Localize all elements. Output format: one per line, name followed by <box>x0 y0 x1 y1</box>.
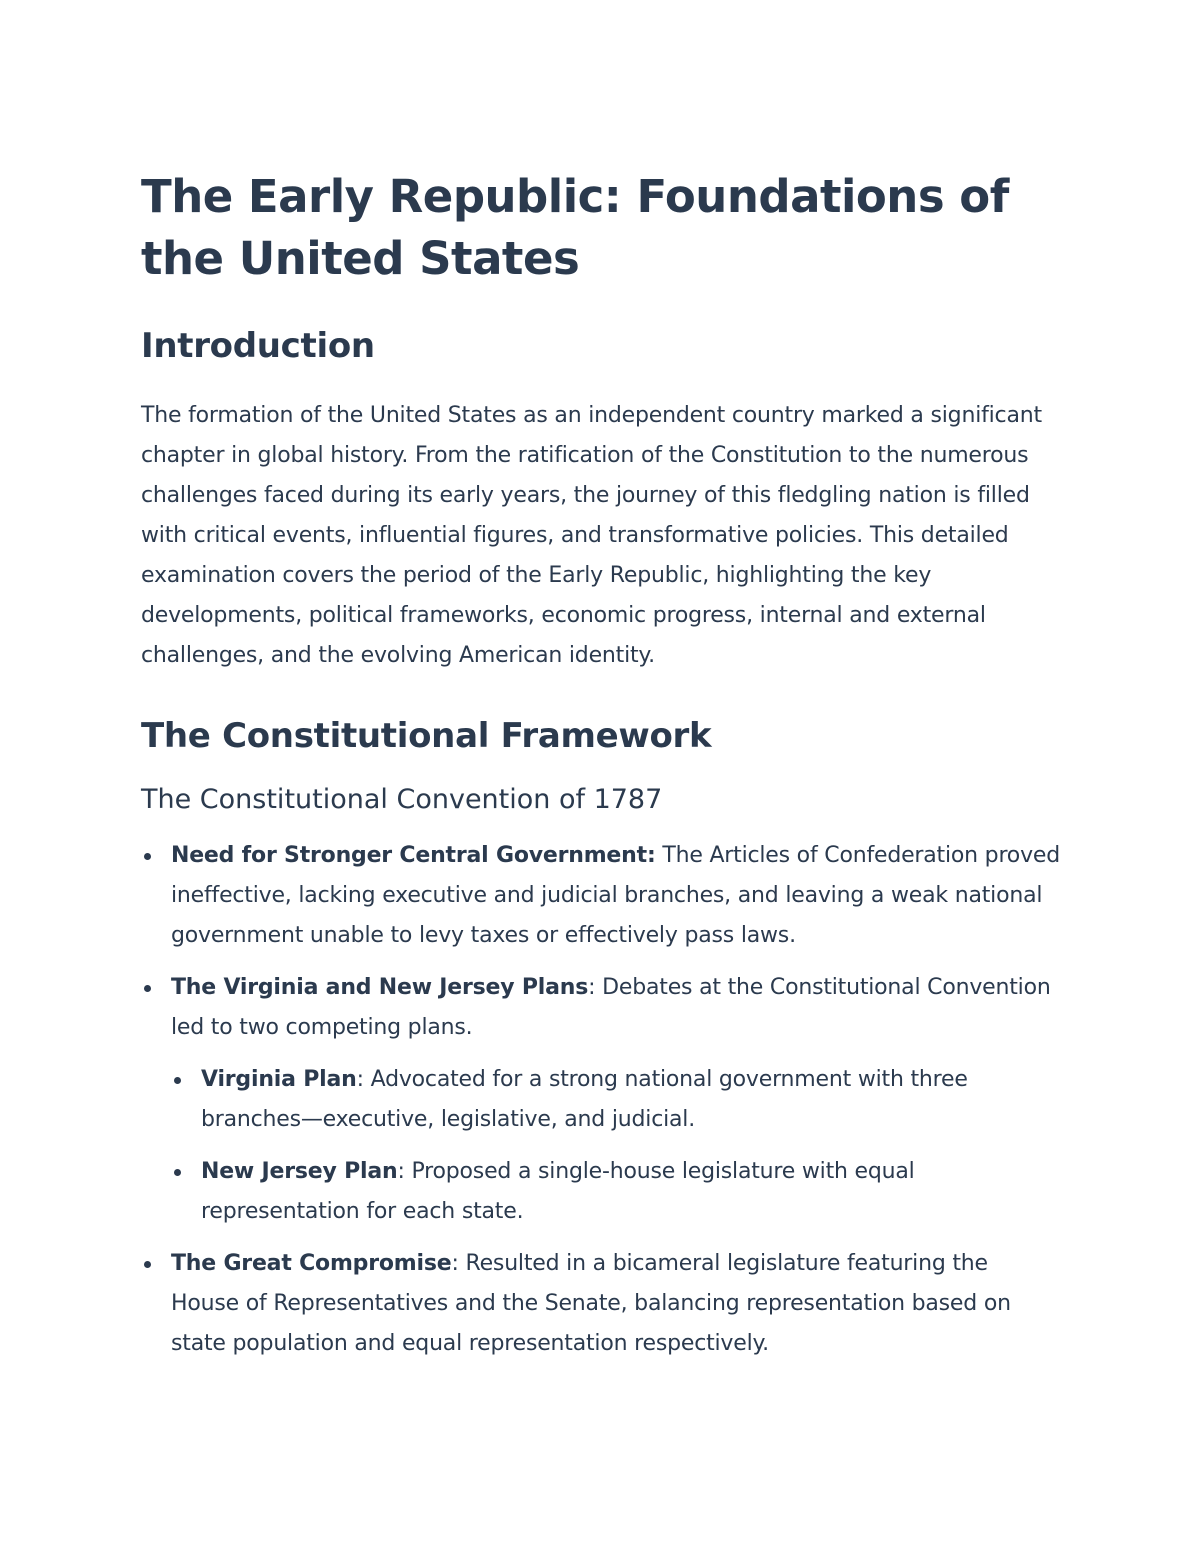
document-title: The Early Republic: Foundations of the United States <box>141 170 1009 285</box>
constitutional-convention-subheading: The Constitutional Convention of 1787 <box>141 784 663 815</box>
list-item-text: The Articles of Confederation proved ineffective, lacking executive and judicial branches, and leaving a weak national government unable to levy taxes or effectively pass laws. <box>171 843 1060 948</box>
sub-list-item-separator: : <box>356 1067 364 1092</box>
list-item-text: Resulted in a bicameral legislature featuring the House of Representatives and the Senate, balancing representation based on state population and equal representation respectively. <box>171 1251 1011 1356</box>
list-item <box>141 836 1061 956</box>
convention-bullet-list <box>141 836 1061 1364</box>
sub-list-item-text: Advocated for a strong national government with three branches—executive, legislative, and judicial. <box>201 1067 968 1132</box>
sub-list-item-text: Proposed a single-house legislature with equal representation for each state. <box>201 1159 915 1224</box>
sub-list-item <box>171 1060 1061 1140</box>
plans-sub-list <box>171 1060 1061 1232</box>
sub-list-item-separator: : <box>397 1159 405 1184</box>
list-item-term: Need for Stronger Central Government <box>171 843 647 868</box>
sub-list-item <box>171 1152 1061 1232</box>
introduction-paragraph: The formation of the United States as an independent country marked a significant chapter in global history. From the ratification of the Constitution to the numerous challenges faced during its early years, the journey of this fledgling nation is filled with critical events, influential figures, and transformative policies. This detailed examination covers the period of the Early Republic, highlighting the key developments, political frameworks, economic progress, internal and external challenges, and the evolving American identity. <box>141 403 1042 668</box>
list-item-separator: : <box>646 843 656 868</box>
sub-list-item-term: New Jersey Plan <box>201 1159 398 1184</box>
list-item <box>141 1244 1061 1364</box>
constitutional-framework-heading: The Constitutional Framework <box>141 716 712 756</box>
introduction-heading: Introduction <box>141 326 375 366</box>
list-item-separator: : <box>451 1251 459 1276</box>
document-page <box>141 166 1061 1376</box>
sub-list-item-term: Virginia Plan <box>201 1067 357 1092</box>
list-item <box>141 968 1061 1232</box>
list-item-text: Debates at the Constitutional Convention led to two competing plans. <box>171 975 1051 1040</box>
list-item-term: The Great Compromise <box>171 1251 452 1276</box>
list-item-separator: : <box>588 975 596 1000</box>
list-item-term: The Virginia and New Jersey Plans <box>171 975 589 1000</box>
